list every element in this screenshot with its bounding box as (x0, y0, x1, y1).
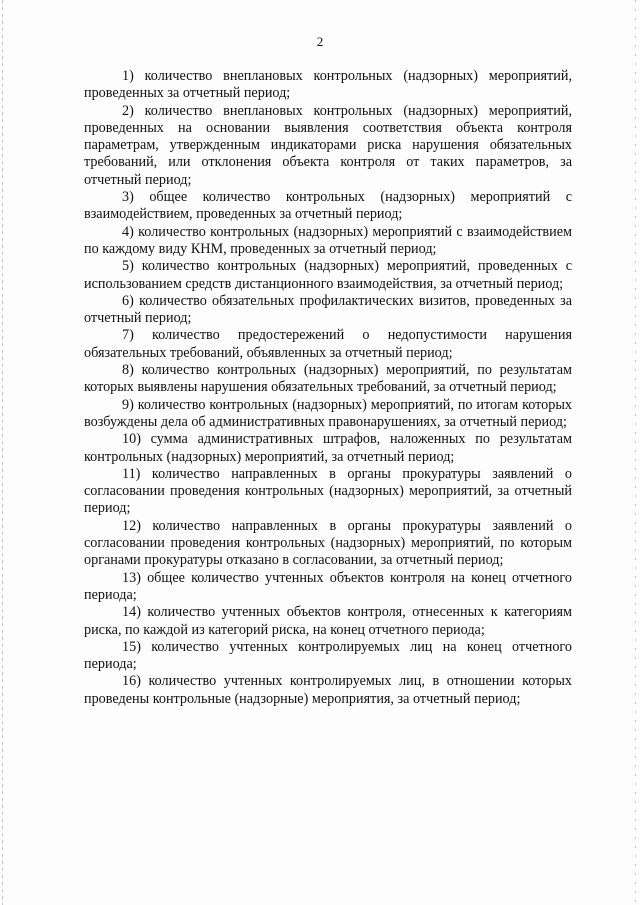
list-item: 16) количество учтенных контролируемых лиц, в отношении которых проведены контрольные (надзорные) мероприятия, за отчетный период; (84, 673, 572, 707)
list-item: 4) количество контрольных (надзорных) мероприятий с взаимодействием по каждому виду КНМ, проведенных за отчетный период; (84, 223, 572, 257)
list-item: 2) количество внеплановых контрольных (надзорных) мероприятий, проведенных на основании выявления соответствия объекта контроля параметрам, утвержденным индикаторами риска нарушения обязательных требований, или отклонения объекта контроля от таких параметров, за отчетный период; (84, 102, 572, 188)
list-item: 3) общее количество контрольных (надзорных) мероприятий с взаимодействием, проведенных за отчетный период; (84, 189, 572, 223)
list-item: 14) количество учтенных объектов контроля, отнесенных к категориям риска, по каждой из категорий риска, на конец отчетного периода; (84, 604, 572, 638)
list-item: 7) количество предостережений о недопустимости нарушения обязательных требований, объявленных за отчетный период; (84, 327, 572, 361)
list-item: 15) количество учтенных контролируемых лиц на конец отчетного периода; (84, 638, 572, 673)
list-item: 11) количество направленных в органы прокуратуры заявлений о согласовании проведения контрольных (надзорных) мероприятий, за отчетный период; (84, 465, 572, 517)
list-item: 12) количество направленных в органы прокуратуры заявлений о согласовании проведения контрольных (надзорных) мероприятий, по которым органами прокуратуры отказано в согласовании, за отчетный период; (84, 517, 572, 569)
list-item: 13) общее количество учтенных объектов контроля на конец отчетного периода; (84, 569, 572, 603)
numbered-list (84, 68, 572, 708)
list-item: 1) количество внеплановых контрольных (надзорных) мероприятий, проведенных за отчетный период; (84, 68, 572, 102)
list-item: 9) количество контрольных (надзорных) мероприятий, по итогам которых возбуждены дела об административных правонарушениях, за отчетный период; (84, 396, 572, 430)
scan-edge-left (2, 0, 3, 905)
scan-edge-right (635, 0, 636, 905)
list-item: 5) количество контрольных (надзорных) мероприятий, проведенных с использованием средств дистанционного взаимодействия, за отчетный период; (84, 258, 572, 292)
page-number: 2 (316, 34, 324, 49)
list-item: 8) количество контрольных (надзорных) мероприятий, по результатам которых выявлены нарушения обязательных требований, за отчетный период; (84, 362, 572, 396)
list-item: 6) количество обязательных профилактических визитов, проведенных за отчетный период; (84, 292, 572, 327)
list-item: 10) сумма административных штрафов, наложенных по результатам контрольных (надзорных) мероприятий, за отчетный период; (84, 431, 572, 465)
